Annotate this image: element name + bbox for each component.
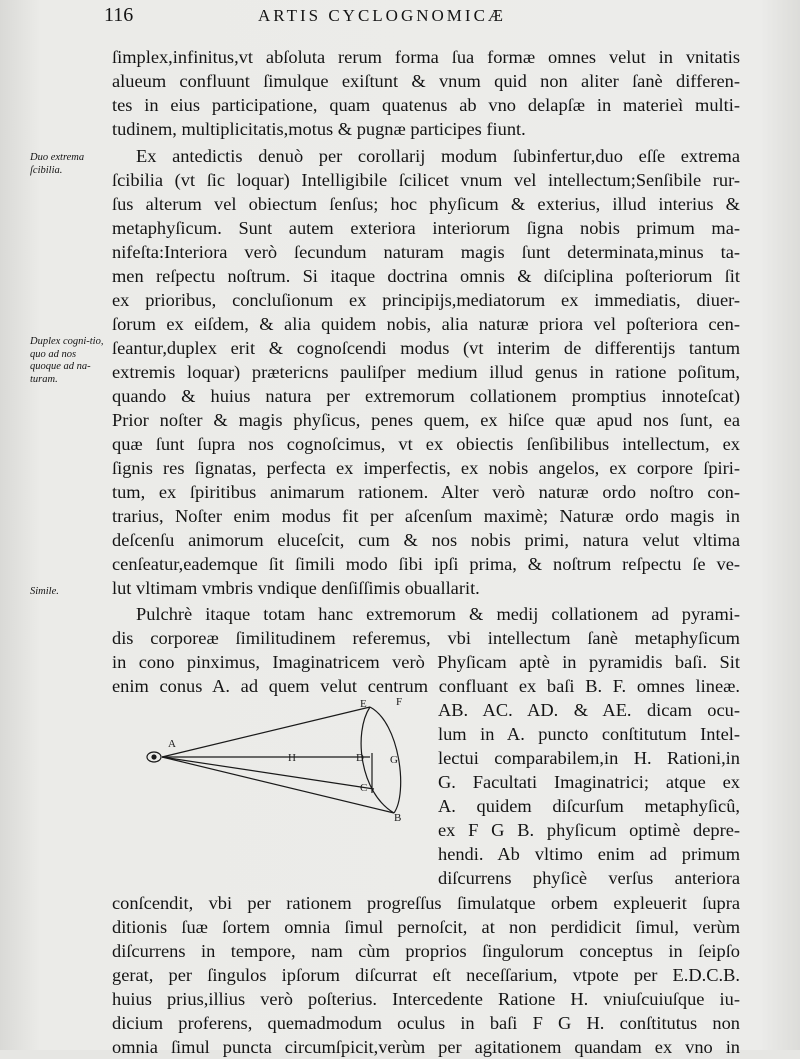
text-line: men reſpectu noſtrum. Si itaque doctrina omnis & diſciplina poſteriorum ſit [112, 266, 740, 286]
text-line: cenſeatur,eademque ſit ſimili modo ſibi ipſi prima, & noſtrum reſpectu ſe ve- [112, 554, 740, 574]
cone-line-ac [162, 757, 374, 789]
text-line: in cono pinximus, Imaginatricem verò Phyſicam aptè in pyramidis baſi. Sit [112, 652, 740, 672]
label-g: G [390, 754, 398, 766]
text-line: ſus alterum vel obiectum ſenſus; hoc phyſicum & exterius, illud interius & [112, 194, 740, 214]
text-line: ſignis res ſignatas, perfecta ex imperfectis, ex nobis angelos, ex corpore ſpiri- [112, 458, 740, 478]
text-line: lum in A. puncto conſtitutum Intel- [438, 724, 740, 744]
page-number: 116 [104, 4, 134, 26]
text-line: hendi. Ab vltimo enim ad primum [438, 844, 740, 864]
text-line: quando & huius natura per extremorum collationem promptius innoteſcat) [112, 386, 740, 406]
text-line: deſcenſu animorum eluceſcit, cum & nos nobis primi, natura velut vltima [112, 530, 740, 550]
text-line: ſorum ex eiſdem, & alia quidem nobis, alia naturæ priora vel poſteriora cen- [112, 314, 740, 334]
text-line: ex prioribus, concluſionum ex principijs,mediatorum ex immediatis, diuer- [112, 290, 740, 310]
text-line: ſimplex,infinitus,vt abſoluta rerum forma ſua formæ omnes velut in vnitatis [112, 47, 740, 67]
label-b: B [394, 812, 402, 823]
label-a: A [168, 738, 176, 750]
text-line: enim conus A. ad quem velut centrum confluant ex baſi B. F. omnes lineæ. [112, 676, 740, 696]
marginal-note: Duo extrema ſcibilia. [30, 152, 85, 176]
text-line: gerat, per ſingulos ipſorum diſcurrat eſt neceſſarium, vtpote per E.D.C.B. [112, 965, 740, 985]
cone-diagram [138, 693, 428, 823]
text-line: tum, ex ſpiritibus animarum rationem. Alter verò naturæ ordo noſtro con- [112, 482, 740, 502]
text-line: nifeſta:Interiora verò ſecundum naturam magis ſunt determinata,minus ta- [112, 242, 740, 262]
text-line: Ex antedictis denuò per corollarij modum ſubinfertur,duo eſſe extrema [136, 146, 740, 166]
cone-line-ae [162, 707, 370, 757]
text-line: lectui comparabilem,in H. Rationi,in [438, 748, 740, 768]
text-line: dicium proferens, quemadmodum oculus in baſi F G H. conſtitutus non [112, 1013, 740, 1033]
text-line: trarius, Noſter enim modus fit per aſcenſum maximè; Naturæ ordo magis in [112, 506, 740, 526]
text-line: ditionis ſuæ ſortem omnia ſimul pernoſcit, at non perdidicit ſimul, verùm [112, 917, 740, 937]
text-line: ex F G B. phyſicum optimè depre- [438, 820, 740, 840]
running-title: ARTIS CYCLOGNOMICÆ [258, 6, 507, 25]
label-h: H [288, 752, 296, 764]
text-line: tudinem, multiplicitatis,motus & pugnæ participes fiunt. [112, 119, 526, 139]
text-line: tes in eius participatione, quam quatenus ab vno delapſæ in materieì multi- [112, 95, 740, 115]
text-line: A. quidem diſcurſum metaphyſicû, [438, 796, 740, 816]
label-d: D [356, 752, 364, 764]
text-line: extremis loquar) prætericns pauliſper medium illud genus in ratione poſitum, [112, 362, 740, 382]
text-line: conſcendit, vbi per rationem progreſſus ſimulatque orbem expleuerit ſupra [112, 893, 740, 913]
text-line: diſcurrens in tempore, nam cùm proprios ſingulorum conceptus in ſeipſo [112, 941, 740, 961]
text-line: Pulchrè itaque totam hanc extremorum & medij collationem ad pyrami- [136, 604, 740, 624]
text-line: dis corporeæ ſimilitudinem referemus, vbi intellectum ſanè metaphyſicum [112, 628, 740, 648]
marginal-note: Duplex cogni-tio, quo ad nos quoque ad na-turam. [30, 336, 104, 385]
label-f: F [396, 696, 403, 708]
text-line: omnia ſimul puncta circumſpicit,verùm per agitationem quandam ex vno in [112, 1037, 740, 1057]
text-line: ſeantur,duplex erit & cognoſcendi modus (vt interim de differentijs tantum [112, 338, 740, 358]
label-e: E [360, 698, 367, 710]
text-line: alueum confluunt ſimulque exiſtunt & vnum quid non aliter ſanè differen- [112, 71, 740, 91]
text-line: diſcurrens phyſicè verſus anteriora [438, 868, 740, 888]
text-line: G. Facultati Imaginatrici; atque ex [438, 772, 740, 792]
running-head [0, 4, 800, 34]
text-line: huius prius,illius verò poſterius. Intercedente Ratione H. vniuſcuiuſque iu- [112, 989, 740, 1009]
label-c: C [360, 782, 368, 794]
text-line: metaphyſicum. Sunt autem exteriora interiorum ſigna nobis primum ma- [112, 218, 740, 238]
text-line: ſcibilia (vt ſic loquar) Intelligibile ſcilicet vnum vel intellectum;Senſibile rur- [112, 170, 740, 190]
text-line: lut vltimam vmbris vndique denſiſſimis obuallarit. [112, 578, 480, 598]
text-line: AB. AC. AD. & AE. dicam ocu- [438, 700, 740, 720]
text-line: quæ ſunt ſupra nos cognoſcimus, vt ex obiectis ſenſibilibus intellectum, ex [112, 434, 740, 454]
marginal-note: Simile. [30, 586, 59, 597]
text-line: Prior noſter & magis phyſicus, penes quem, ex hiſce quæ apud nos ſunt, ea [112, 410, 740, 430]
